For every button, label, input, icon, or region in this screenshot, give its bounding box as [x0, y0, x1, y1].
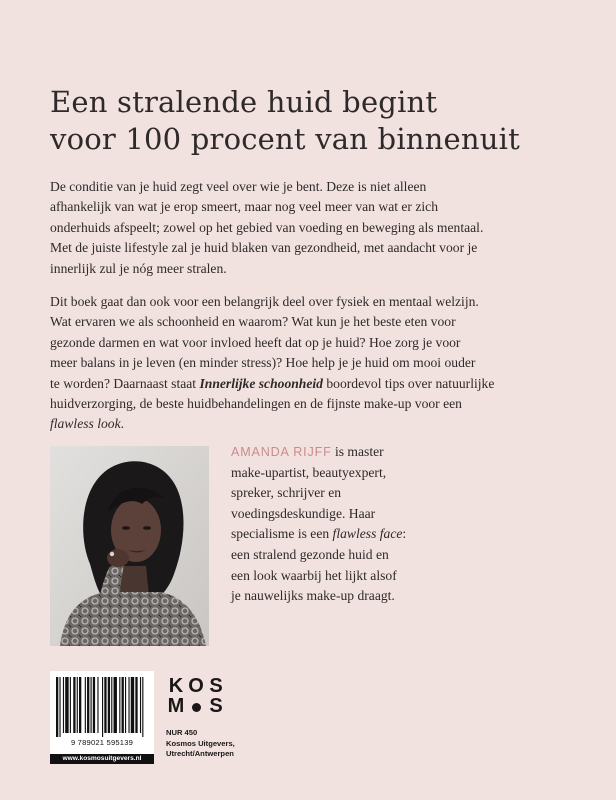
logo-letter: S — [209, 675, 223, 697]
barcode-bar — [93, 677, 95, 733]
bio-line: een look waarbij het lijkt alsof — [231, 567, 397, 583]
barcode-bar — [102, 677, 103, 737]
content-line-middle: Daarnaast staat — [110, 375, 200, 391]
barcode-bar — [142, 677, 143, 737]
publisher-city: Utrecht/Antwerpen — [166, 749, 234, 759]
bio-line: voedingsdeskundige. Haar — [231, 505, 376, 521]
content-line-end: boordevol tips over natuurlijke — [322, 375, 495, 391]
barcode-bar — [131, 677, 134, 733]
bio-line-rest: is master — [331, 444, 384, 459]
barcode-bars — [50, 671, 154, 737]
barcode-bar — [108, 677, 110, 733]
barcode-bar — [79, 677, 81, 733]
bio-line: make-upartist, beautyexpert, — [231, 464, 387, 480]
bio-line: een stralend gezonde huid en — [231, 546, 389, 562]
content-line: Dit boek gaat dan ook voor een belangrijk deel over fysiek en mentaal welzijn. — [50, 294, 479, 309]
kosmos-logo — [166, 676, 226, 716]
bio-line: je nauwelijks make-up draagt. — [231, 588, 395, 604]
bio-line: spreker, schrijver en — [231, 485, 342, 501]
barcode-bar — [111, 677, 112, 733]
logo-letter: M — [167, 695, 185, 717]
barcode-bar — [70, 677, 71, 733]
barcode-bar — [135, 677, 137, 733]
content-line-period: . — [120, 416, 125, 432]
barcode-bar — [65, 677, 68, 733]
barcode-bar — [91, 677, 92, 733]
author-portrait-image — [50, 446, 209, 646]
bio-line-colon: : — [402, 526, 407, 542]
bio-line — [231, 442, 561, 463]
author-bio — [231, 442, 561, 607]
headline — [50, 84, 570, 158]
logo-row-top — [166, 676, 226, 696]
content-line: Wat ervaren we als schoonheid en waarom? Wat kun je het beste eten voor — [50, 314, 456, 330]
publisher-info — [166, 728, 306, 760]
barcode-bar — [104, 677, 106, 733]
barcode-bar — [97, 677, 98, 733]
content-line — [50, 414, 572, 434]
content-line — [50, 374, 572, 394]
barcode — [50, 671, 154, 754]
barcode-bar — [59, 677, 60, 737]
logo-dot-icon — [192, 703, 201, 712]
content-line: meer balans in je leven (en minder stress)? Hoe help je je huid om mooi ouder — [50, 355, 476, 371]
author-name: AMANDA RIJFF — [231, 445, 332, 459]
logo-letter: K — [168, 675, 184, 697]
intro-line: onderhuids afspeelt; zowel op het gebied van voeding en beweging als mentaal. — [50, 219, 484, 235]
flawless-look-text: flawless look — [50, 416, 121, 432]
nur-code: NUR 450 — [166, 728, 198, 737]
logo-letter: S — [209, 695, 223, 717]
barcode-bar — [87, 677, 89, 733]
barcode-bar — [56, 677, 58, 737]
author-photo — [50, 446, 209, 646]
content-line: gezonde darmen en wat voor invloed heeft dat op je huid? Hoe zorg je voor — [50, 334, 461, 350]
isbn-digits: 9 789021 595139 — [70, 738, 134, 747]
barcode-bar — [125, 677, 126, 733]
bio-line-start: specialisme is een — [231, 526, 333, 542]
intro-line: afhankelijk van wat je erop smeert, maar nog veel meer van wat er zich — [50, 199, 438, 215]
content-paragraph — [50, 292, 572, 435]
book-title: Innerlijke schoonheid — [199, 375, 323, 391]
logo-row-bottom — [166, 696, 226, 716]
headline-line-2: voor 100 procent van binnenuit — [50, 122, 520, 156]
content-line-start: te worden? — [50, 375, 111, 391]
publisher-name: Kosmos Uitgevers, — [166, 738, 235, 748]
barcode-bar — [140, 677, 141, 733]
content-line: huidverzorging, de beste huidbehandelingen en de fijnste make-up voor een — [50, 396, 462, 412]
barcode-bar — [128, 677, 129, 733]
barcode-bar — [73, 677, 75, 733]
barcode-bar — [77, 677, 78, 733]
logo-dot-cell — [186, 696, 206, 716]
intro-line: Met de juiste lifestyle zal je huid blaken van gezondheid, met aandacht voor je — [50, 240, 478, 256]
intro-paragraph — [50, 177, 572, 279]
bio-line — [231, 524, 561, 545]
publisher-url: www.kosmosuitgevers.nl — [50, 754, 154, 764]
headline-line-1: Een stralende huid begint — [50, 85, 438, 119]
intro-line: De conditie van je huid zegt veel over wie je bent. Deze is niet alleen — [50, 179, 427, 194]
barcode-bar — [119, 677, 120, 733]
barcode-bar — [63, 677, 64, 733]
logo-letter: O — [188, 675, 204, 697]
barcode-bar — [122, 677, 124, 733]
flawless-face-text: flawless face — [332, 526, 403, 542]
intro-line: innerlijk zul je nóg meer stralen. — [50, 260, 227, 276]
barcode-bar — [85, 677, 86, 733]
barcode-bar — [114, 677, 117, 733]
